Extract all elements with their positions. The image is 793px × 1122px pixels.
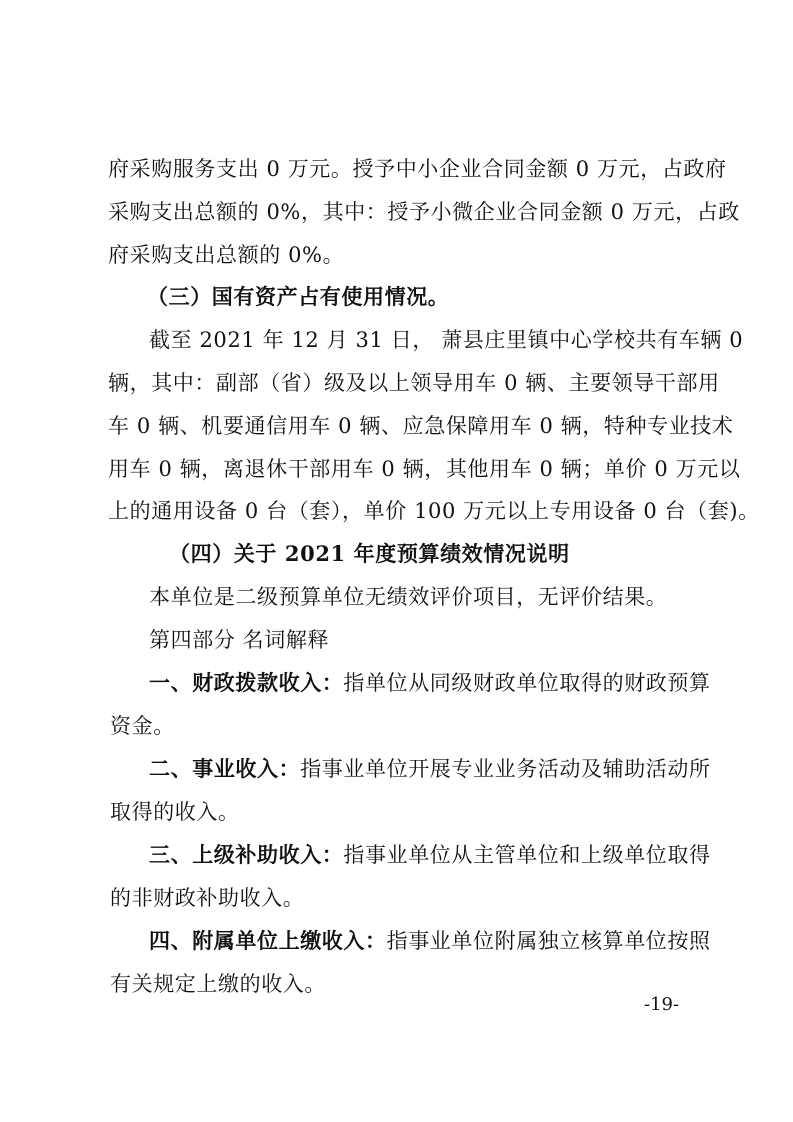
procurement-text-line: 采购支出总额的 0%，其中：授予小微企业合同金额 0 万元，占政 — [108, 200, 740, 224]
page-number: -19- — [644, 994, 680, 1015]
assets-text-line: 上的通用设备 0 台（套），单价 100 万元以上专用设备 0 台（套)。 — [108, 499, 760, 523]
term-entry — [149, 669, 711, 697]
term-definition-continued: 的非财政补助收入。 — [110, 886, 305, 910]
term-definition-continued: 有关规定上缴的收入。 — [110, 972, 326, 996]
term-definition: 指事业单位附属独立核算单位按照 — [386, 929, 711, 953]
term-definition: 指单位从同级财政单位取得的财政预算 — [343, 671, 711, 695]
term-title: 三、上级补助收入： — [149, 842, 344, 867]
term-entry — [149, 927, 711, 955]
performance-text-line: 本单位是二级预算单位无绩效评价项目，无评价结果。 — [149, 585, 668, 609]
assets-text-line: 截至 2021 年 12 月 31 日， 萧县庄里镇中心学校共有车辆 0 — [149, 328, 744, 352]
assets-text-line: 辆，其中：副部（省）级及以上领导用车 0 辆、主要领导干部用 — [108, 371, 720, 395]
term-title: 一、财政拨款收入： — [149, 670, 344, 695]
term-definition-continued: 取得的收入。 — [110, 800, 240, 824]
assets-text-line: 车 0 辆、机要通信用车 0 辆、应急保障用车 0 辆，特种专业技术 — [108, 414, 734, 438]
term-definition-continued: 资金。 — [110, 714, 175, 738]
term-title: 四、附属单位上缴收入： — [149, 928, 387, 953]
assets-section-heading: （三）国有资产占有使用情况。 — [147, 284, 450, 309]
term-definition: 指事业单位从主管单位和上级单位取得 — [343, 843, 711, 867]
procurement-text-line: 府采购服务支出 0 万元。授予中小企业合同金额 0 万元，占政府 — [108, 157, 727, 181]
performance-section-heading: （四）关于 2021 年度预算绩效情况说明 — [169, 541, 570, 566]
term-entry — [149, 755, 711, 783]
term-entry — [149, 841, 711, 869]
part-four-heading: 第四部分 名词解释 — [149, 628, 330, 652]
term-definition: 指事业单位开展专业业务活动及辅助活动所 — [300, 757, 711, 781]
term-title: 二、事业收入： — [149, 756, 301, 781]
assets-text-line: 用车 0 辆，离退休干部用车 0 辆，其他用车 0 辆；单价 0 万元以 — [108, 457, 741, 481]
procurement-text-line: 府采购支出总额的 0%。 — [108, 243, 345, 267]
